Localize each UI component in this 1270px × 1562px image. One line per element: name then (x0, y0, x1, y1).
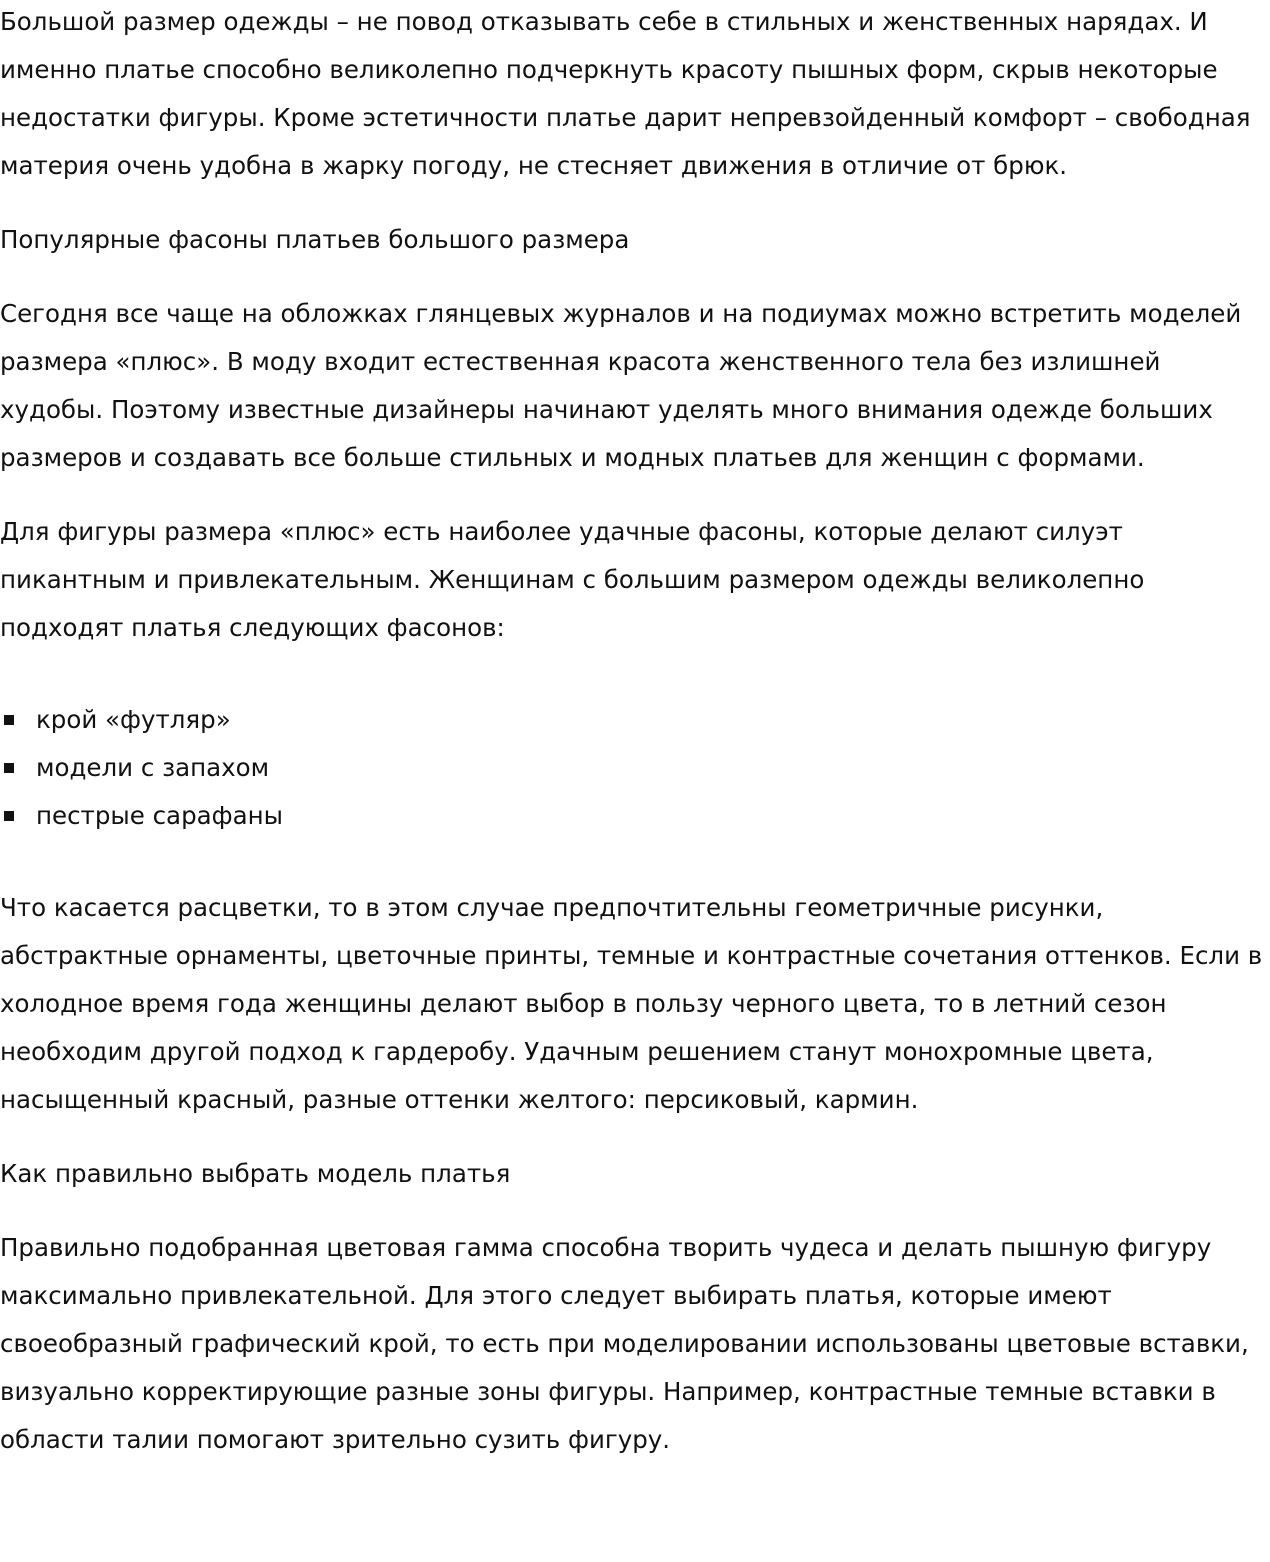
spacer (0, 1198, 1270, 1224)
styles-list (0, 696, 1270, 840)
list-item (0, 792, 1270, 840)
spacer (0, 652, 1270, 696)
list-item-text: крой «футляр» (36, 705, 231, 734)
intro-paragraph: Большой размер одежды – не повод отказывать себе в стильных и женственных нарядах. И именно платье способно великолепно подчеркнуть красоту пышных форм, скрыв некоторые недостатки фигуры. Кроме эстетичности платье дарит непревзойденный комфорт – свободная материя очень удобна в жарку погоду, не стесняет движения в отличие от брюк. (0, 7, 1251, 180)
list-item (0, 744, 1270, 792)
section-heading-popular-styles: Популярные фасоны платьев большого размера (0, 225, 630, 254)
spacer (0, 482, 1270, 508)
section-heading-choose-model: Как правильно выбрать модель платья (0, 1159, 511, 1188)
square-bullet-icon (4, 715, 14, 725)
list-item-text: пестрые сарафаны (36, 801, 283, 830)
square-bullet-icon (4, 811, 14, 821)
list-item (0, 696, 1270, 744)
spacer (0, 1124, 1270, 1150)
spacer (0, 190, 1270, 216)
list-item-text: модели с запахом (36, 753, 270, 782)
square-bullet-icon (4, 763, 14, 773)
paragraph-suitable-styles: Для фигуры размера «плюс» есть наиболее удачные фасоны, которые делают силуэт пикантным и привлекательным. Женщинам с большим размером одежды великолепно подходят платья следующих фасонов: (0, 517, 1145, 642)
paragraph-color-palette: Правильно подобранная цветовая гамма способна творить чудеса и делать пышную фигуру максимально привлекательной. Для этого следует выбирать платья, которые имеют своеобразный графический крой, то есть при моделировании использованы цветовые вставки, визуально корректирующие разные зоны фигуры. Например, контрастные темные вставки в области талии помогают зрительно сузить фигуру. (0, 1233, 1249, 1454)
spacer (0, 264, 1270, 290)
spacer (0, 840, 1270, 884)
paragraph-trends: Сегодня все чаще на обложках глянцевых журналов и на подиумах можно встретить моделей размера «плюс». В моду входит естественная красота женственного тела без излишней худобы. Поэтому известные дизайнеры начинают уделять много внимания одежде больших размеров и создавать все больше стильных и модных платьев для женщин с формами. (0, 299, 1242, 472)
paragraph-colors: Что касается расцветки, то в этом случае предпочтительны геометричные рисунки, абстрактные орнаменты, цветочные принты, темные и контрастные сочетания оттенков. Если в холодное время года женщины делают выбор в пользу черного цвета, то в летний сезон необходим другой подход к гардеробу. Удачным решением станут монохромные цвета, насыщенный красный, разные оттенки желтого: персиковый, кармин. (0, 893, 1263, 1114)
